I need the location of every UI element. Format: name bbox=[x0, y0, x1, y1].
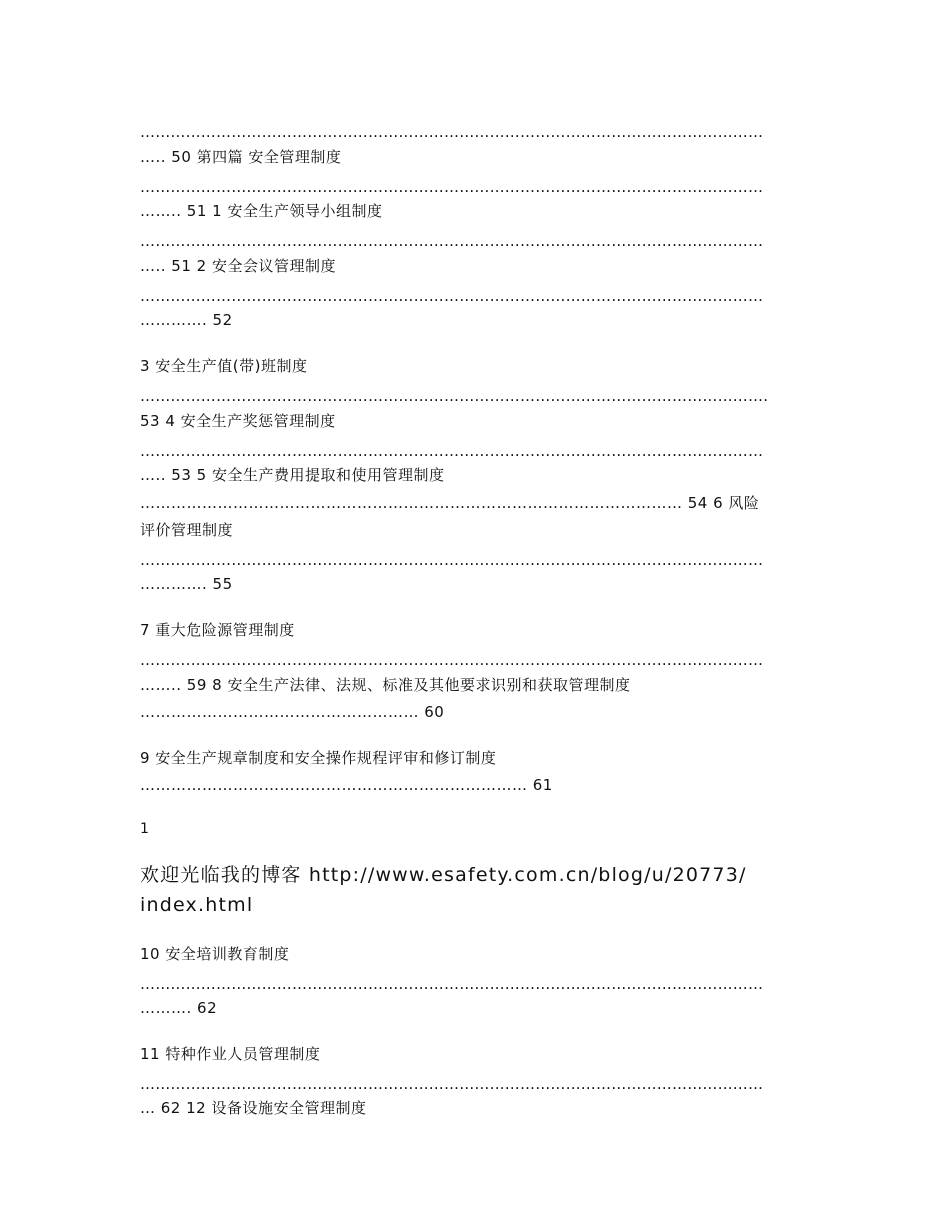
toc-entry: ………………………………………………………………… 61 bbox=[140, 776, 553, 794]
toc-entry: ….. 53 5 安全生产费用提取和使用管理制度 bbox=[140, 466, 445, 484]
toc-dot-leader: …………………………………………………………………………………………………………… bbox=[140, 232, 764, 250]
toc-entry-title: 3 安全生产值(带)班制度 bbox=[140, 357, 308, 375]
toc-entry: …………. 55 bbox=[140, 575, 233, 593]
toc-dot-leader: …………………………………………………………………………………………………………… bbox=[140, 651, 764, 669]
toc-dot-leader: …………………………………………………………………………………………………………… bbox=[140, 287, 764, 305]
toc-dot-leader: ……………………………………………………………………………………………………………. bbox=[140, 387, 769, 405]
toc-dot-leader: …………………………………………………………………………………………………………… bbox=[140, 1075, 764, 1093]
toc-entry-title: 10 安全培训教育制度 bbox=[140, 945, 290, 963]
toc-dot-leader: …………………………………………………………………………………………………………… bbox=[140, 123, 764, 141]
page-number: 1 bbox=[140, 821, 150, 837]
toc-entry: 53 4 安全生产奖惩管理制度 bbox=[140, 412, 336, 430]
toc-dot-leader: …………………………………………………………………………………………………………… bbox=[140, 551, 764, 569]
toc-entry: …….. 51 1 安全生产领导小组制度 bbox=[140, 202, 383, 220]
toc-entry: … 62 12 设备设施安全管理制度 bbox=[140, 1099, 367, 1117]
toc-entry: ….. 50 第四篇 安全管理制度 bbox=[140, 148, 342, 166]
toc-entry: …………………………………………………………………………………………… 54 6 风险 bbox=[140, 494, 760, 512]
toc-dot-leader: …………………………………………………………………………………………………………… bbox=[140, 442, 764, 460]
toc-entry: ….. 51 2 安全会议管理制度 bbox=[140, 257, 336, 275]
toc-dot-leader: …………………………………………………………………………………………………………… bbox=[140, 975, 764, 993]
toc-entry: ……………………………………………… 60 bbox=[140, 703, 445, 721]
toc-entry-title: 7 重大危险源管理制度 bbox=[140, 621, 295, 639]
toc-entry-title: 9 安全生产规章制度和安全操作规程评审和修订制度 bbox=[140, 749, 497, 767]
toc-entry-title: 11 特种作业人员管理制度 bbox=[140, 1045, 321, 1063]
toc-entry: …………. 52 bbox=[140, 311, 233, 329]
toc-entry: ………. 62 bbox=[140, 999, 218, 1017]
toc-dot-leader: …………………………………………………………………………………………………………… bbox=[140, 178, 764, 196]
toc-entry: …….. 59 8 安全生产法律、法规、标准及其他要求识别和获取管理制度 bbox=[140, 676, 631, 694]
blog-link-line: 欢迎光临我的博客 http://www.esafety.com.cn/blog/u/20773/ bbox=[140, 864, 747, 886]
blog-link-line: index.html bbox=[140, 894, 254, 916]
toc-entry-title: 评价管理制度 bbox=[140, 521, 234, 539]
